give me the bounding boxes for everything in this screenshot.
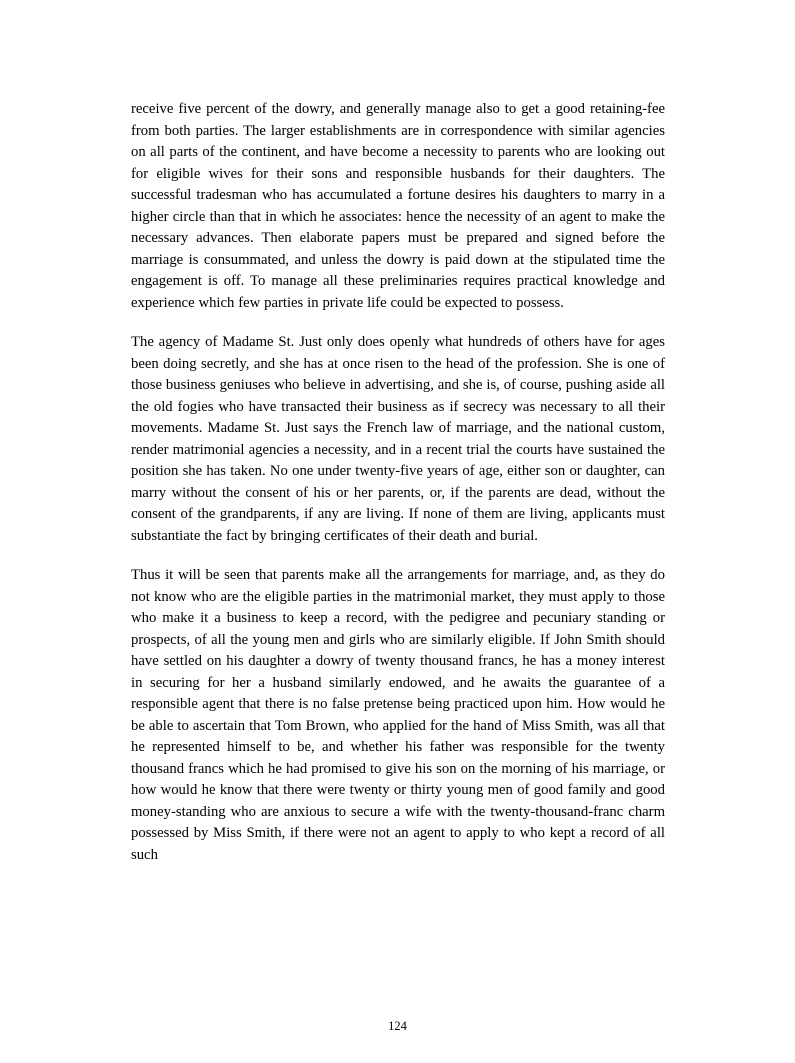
page-number: 124 <box>388 1019 407 1033</box>
paragraph-3: Thus it will be seen that parents make all the arrangements for marriage, and, as they do not know who are the eligible parties in the matrimonial market, they must apply to those who make it a business to keep a record, with the pedigree and pecuniary standing or prospects, of all the young men and girls who are similarly eligible. If John Smith should have settled on his daughter a dowry of twenty thousand francs, he has a money interest in securing for her a husband similarly endowed, and he awaits the guarantee of a responsible agent that there is no false pretense being practiced upon him. How would he be able to ascertain that Tom Brown, who applied for the hand of Miss Smith, was all that he represented himself to be, and whether his father was responsible for the twenty thousand francs which he had promised to give his son on the morning of his marriage, or how would he know that there were twenty or thirty young men of good family and good money-standing who are anxious to secure a wife with the twenty-thousand-franc charm possessed by Miss Smith, if there were not an agent to apply to who kept a record of all such <box>131 567 665 863</box>
paragraph-2: The agency of Madame St. Just only does openly what hundreds of others have for ages been doing secretly, and she has at once risen to the head of the profession. She is one of those business geniuses who believe in advertising, and she is, of course, pushing aside all the old fogies who have transacted their business as if secrecy was necessary to all their movements. Madame St. Just says the French law of marriage, and the national custom, render matrimonial agencies a necessity, and in a recent trial the courts have sustained the position she has taken. No one under twenty-five years of age, either son or daughter, can marry without the consent of his or her parents, or, if the parents are dead, without the consent of the grandparents, if any are living. If none of them are living, applicants must substantiate the fact by bringing certificates of their death and burial. <box>131 334 665 544</box>
paragraph-1: receive five percent of the dowry, and generally manage also to get a good retaining-fee from both parties. The larger establishments are in correspondence with similar agencies on all parts of the continent, and have become a necessity to parents who are looking out for eligible wives for their sons and responsible husbands for their daughters. The successful tradesman who has accumulated a fortune desires his daughters to marry in a higher circle than that in which he associates: hence the necessity of an agent to make the necessary advances. Then elaborate papers must be prepared and signed before the marriage is consummated, and unless the dowry is paid down at the stipulated time the engagement is off. To manage all these preliminaries requires practical knowledge and experience which few parties in private life could be expected to possess. <box>131 101 665 311</box>
body-text-column <box>131 99 665 866</box>
